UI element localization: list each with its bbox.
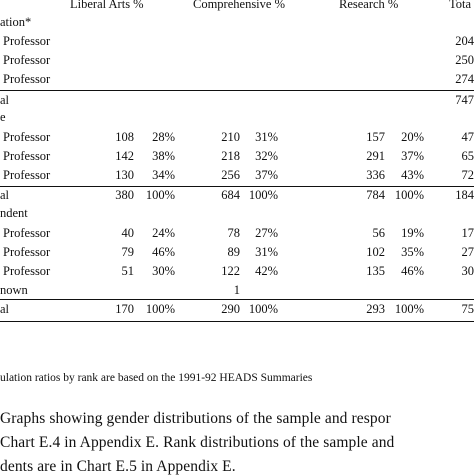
total-value: 27	[462, 245, 474, 259]
footnote: ulation ratios by rank are based on the 1991-92 HEADS Summaries	[0, 372, 312, 384]
total-value: 274	[455, 72, 474, 86]
liberal-arts-percent: 30%	[152, 264, 175, 278]
liberal-arts-percent: 24%	[152, 226, 175, 240]
liberal-arts-count: 170	[115, 302, 134, 316]
research-percent: 43%	[401, 168, 424, 182]
row-label: e	[0, 110, 6, 124]
research-percent: 35%	[401, 245, 424, 259]
comprehensive-count: 256	[221, 168, 240, 182]
header-liberal-arts: Liberal Arts %	[70, 0, 144, 11]
research-count: 336	[366, 168, 385, 182]
liberal-arts-count: 108	[115, 130, 134, 144]
comprehensive-count: 1	[234, 283, 240, 297]
paragraph-line-1: Graphs showing gender distributions of the sample and respor	[0, 410, 391, 428]
header-research: Research %	[339, 0, 398, 11]
rule-subtotal-2	[0, 186, 474, 187]
research-count: 291	[366, 149, 385, 163]
liberal-arts-count: 380	[115, 188, 134, 202]
row-label: Professor	[3, 245, 50, 259]
rule-table-bottom	[0, 321, 474, 322]
row-label: Professor	[3, 130, 50, 144]
row-label: Professor	[3, 264, 50, 278]
paragraph-line-3: dents are in Chart E.5 in Appendix E.	[0, 458, 236, 476]
row-label: al	[0, 302, 9, 316]
comprehensive-percent: 100%	[249, 302, 278, 316]
row-label: Professor	[3, 34, 50, 48]
total-value: 184	[455, 188, 474, 202]
row-label: al	[0, 188, 9, 202]
research-count: 784	[366, 188, 385, 202]
header-total: Tota	[449, 0, 471, 11]
total-value: 65	[462, 149, 474, 163]
row-label: al	[0, 93, 9, 107]
comprehensive-count: 684	[221, 188, 240, 202]
liberal-arts-percent: 100%	[146, 302, 175, 316]
total-value: 17	[462, 226, 474, 240]
research-percent: 100%	[395, 302, 424, 316]
research-count: 135	[366, 264, 385, 278]
total-value: 47	[462, 130, 474, 144]
row-label: ation*	[0, 15, 31, 29]
row-label: Professor	[3, 168, 50, 182]
comprehensive-count: 290	[221, 302, 240, 316]
comprehensive-percent: 27%	[255, 226, 278, 240]
total-value: 30	[462, 264, 474, 278]
liberal-arts-count: 130	[115, 168, 134, 182]
comprehensive-count: 210	[221, 130, 240, 144]
row-label: Professor	[3, 72, 50, 86]
research-count: 293	[366, 302, 385, 316]
rule-subtotal-1	[0, 90, 474, 91]
paragraph-line-2: Chart E.4 in Appendix E. Rank distributions of the sample and	[0, 434, 394, 452]
research-percent: 37%	[401, 149, 424, 163]
research-count: 157	[366, 130, 385, 144]
row-label: Professor	[3, 149, 50, 163]
research-percent: 20%	[401, 130, 424, 144]
liberal-arts-percent: 46%	[152, 245, 175, 259]
comprehensive-count: 122	[221, 264, 240, 278]
comprehensive-count: 218	[221, 149, 240, 163]
total-value: 204	[455, 34, 474, 48]
liberal-arts-percent: 34%	[152, 168, 175, 182]
comprehensive-percent: 31%	[255, 130, 278, 144]
research-percent: 46%	[401, 264, 424, 278]
total-value: 72	[462, 168, 474, 182]
comprehensive-percent: 42%	[255, 264, 278, 278]
total-value: 747	[455, 93, 474, 107]
rule-subtotal-3	[0, 299, 474, 300]
liberal-arts-count: 40	[122, 226, 135, 240]
liberal-arts-percent: 38%	[152, 149, 175, 163]
row-label: Professor	[3, 53, 50, 67]
comprehensive-count: 89	[228, 245, 241, 259]
comprehensive-percent: 37%	[255, 168, 278, 182]
comprehensive-count: 78	[228, 226, 241, 240]
research-percent: 100%	[395, 188, 424, 202]
liberal-arts-count: 79	[122, 245, 135, 259]
total-value: 250	[455, 53, 474, 67]
liberal-arts-count: 142	[115, 149, 134, 163]
research-count: 102	[366, 245, 385, 259]
research-percent: 19%	[401, 226, 424, 240]
liberal-arts-count: 51	[122, 264, 135, 278]
total-value: 75	[462, 302, 474, 316]
liberal-arts-percent: 28%	[152, 130, 175, 144]
row-label: Professor	[3, 226, 50, 240]
header-comprehensive: Comprehensive %	[193, 0, 285, 11]
research-count: 56	[373, 226, 386, 240]
comprehensive-percent: 100%	[249, 188, 278, 202]
comprehensive-percent: 32%	[255, 149, 278, 163]
row-label: nown	[0, 283, 28, 297]
row-label: ndent	[0, 206, 28, 220]
comprehensive-percent: 31%	[255, 245, 278, 259]
liberal-arts-percent: 100%	[146, 188, 175, 202]
